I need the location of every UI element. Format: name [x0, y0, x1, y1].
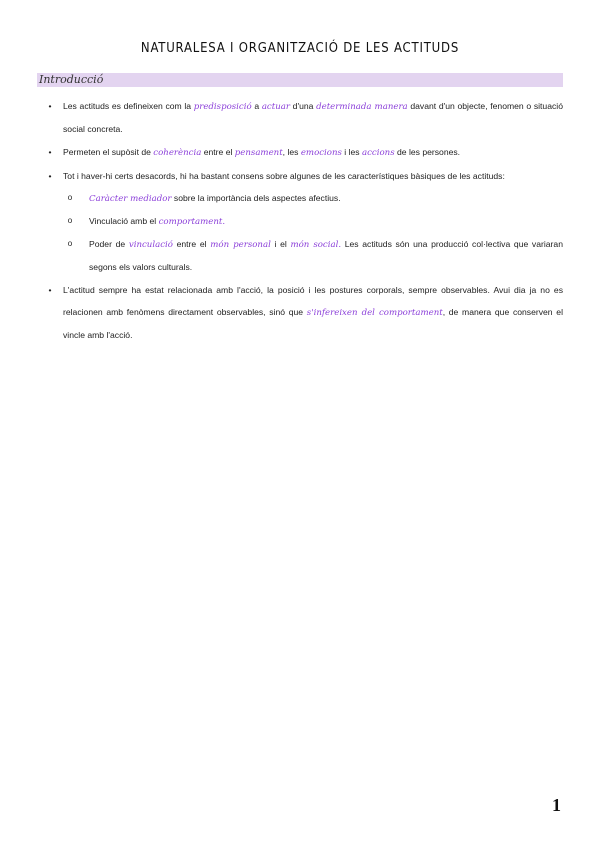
text: de les persones. [394, 147, 461, 157]
highlight-term: s'infereixen del comportament [306, 308, 443, 318]
sub-bullet-icon: o [67, 239, 73, 248]
highlight-term: món social. [290, 240, 342, 250]
document-title: NATURALESA I ORGANITZACIÓ DE LES ACTITUDS [140, 41, 460, 56]
sub-bullet-icon: o [67, 216, 73, 225]
highlight-term: comportament. [158, 217, 226, 227]
text: Tot i haver-hi certs desacords, hi ha bastant consens sobre algunes de les característiques bàsiques de les actituds: [63, 171, 505, 181]
text: Permeten el supòsit de [63, 147, 154, 157]
page-number: 1 [552, 795, 561, 815]
text: entre el [201, 147, 235, 157]
list-item [37, 141, 563, 164]
text: , les [282, 147, 301, 157]
bullet-icon: • [48, 147, 52, 157]
list-item [37, 279, 563, 346]
text: davant d'un objecte, fenomen o situació social concreta. [63, 101, 563, 134]
text: , de manera que conserven el vincle amb l'acció. [63, 307, 563, 340]
text: d'una [289, 101, 317, 111]
text: entre el [172, 239, 211, 249]
list-item [37, 95, 563, 140]
text: Les actituds es defineixen com la [63, 101, 194, 111]
list-item [37, 165, 563, 187]
text: L'actitud sempre ha estat relacionada amb l'acció, la posició i les postures corporals, sempre observables. Avui dia ja no es relacionen amb fenòmens directament observables, sinó que [63, 285, 563, 317]
text: Poder de [89, 239, 129, 249]
bullet-icon: • [48, 101, 52, 111]
sub-list-item [61, 233, 563, 278]
highlight-term: pensament [234, 148, 283, 158]
text: i el [270, 239, 291, 249]
highlight-term: coherència [153, 148, 202, 158]
highlight-term: món personal [210, 240, 271, 250]
sub-list-item [61, 187, 563, 210]
highlight-term: emocions [300, 148, 342, 158]
highlight-term: vinculació [128, 240, 173, 250]
text: Vinculació amb el [89, 216, 159, 226]
section-header [37, 73, 563, 87]
text: i les [341, 147, 362, 157]
sub-list-item [61, 210, 563, 233]
text: a [251, 101, 262, 111]
section-title: Introducció [39, 73, 104, 86]
highlight-term: accions [361, 148, 395, 158]
highlight-term: actuar [261, 102, 290, 112]
text: sobre la importància dels aspectes afectius. [171, 193, 341, 203]
bullet-icon: • [48, 171, 52, 181]
sub-bullet-icon: o [67, 193, 73, 202]
document-body [37, 95, 563, 346]
highlight-term: predisposició [193, 102, 252, 112]
bullet-icon: • [48, 285, 52, 295]
highlight-term: Caràcter mediador [89, 194, 172, 204]
text: Les actituds són una producció col·lectiva que variaran segons els valors culturals. [89, 239, 563, 272]
highlight-term: determinada manera [316, 102, 408, 112]
